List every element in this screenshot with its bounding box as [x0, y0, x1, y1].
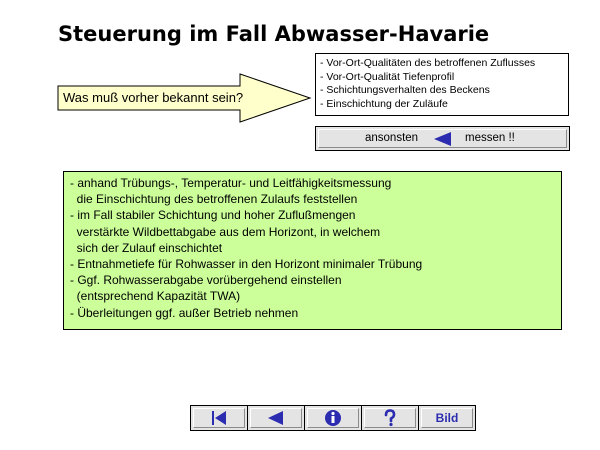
- help-icon: [383, 409, 397, 427]
- question-arrow: [57, 73, 312, 123]
- bild-label: Bild: [435, 411, 459, 425]
- action-line: - Überleitungen ggf. außer Betrieb nehmen: [70, 305, 299, 320]
- measure-left-label: ansonsten: [365, 132, 419, 144]
- left-triangle-icon: [433, 131, 453, 147]
- back-icon: [267, 410, 285, 426]
- requirement-item: - Vor-Ort-Qualitäten des betroffenen Zuflusses: [320, 57, 536, 69]
- page-title: Steuerung im Fall Abwasser-Havarie: [58, 22, 490, 46]
- measure-button[interactable]: [315, 126, 570, 151]
- navigation-bar: [190, 405, 476, 431]
- action-line: - im Fall stabiler Schichtung und hoher Zuflußmengen: [70, 208, 356, 223]
- action-line: - Entnahmetiefe für Rohwasser in den Horizont minimaler Trübung: [70, 257, 423, 272]
- requirement-item: - Vor-Ort-Qualität Tiefenprofil: [320, 70, 455, 83]
- action-line: - Ggf. Rohwasserabgabe vorübergehend einstellen: [70, 273, 342, 288]
- back-button[interactable]: [248, 406, 305, 430]
- action-line: (entsprechend Kapazität TWA): [70, 289, 241, 304]
- info-icon: [324, 409, 342, 427]
- action-line: sich der Zulauf einschichtet: [70, 240, 223, 255]
- question-text: Was muß vorher bekannt sein?: [63, 90, 244, 105]
- actions-box: [63, 171, 562, 330]
- first-page-icon: [210, 410, 228, 426]
- first-page-button[interactable]: [191, 406, 248, 430]
- info-button[interactable]: [305, 406, 362, 430]
- action-line: die Einschichtung des betroffenen Zulaufs feststellen: [70, 192, 358, 207]
- requirement-item: - Einschichtung der Zuläufe: [320, 97, 448, 110]
- requirement-item: - Schichtungsverhalten des Beckens: [320, 84, 490, 97]
- requirements-box: [315, 53, 569, 116]
- bild-button[interactable]: [419, 406, 475, 430]
- measure-right-label: messen !!: [465, 132, 515, 144]
- action-line: - anhand Trübungs-, Temperatur- und Leitfähigkeitsmessung: [70, 176, 392, 190]
- help-button[interactable]: [362, 406, 419, 430]
- action-line: verstärkte Wildbettabgabe aus dem Horizont, in welchem: [70, 224, 381, 239]
